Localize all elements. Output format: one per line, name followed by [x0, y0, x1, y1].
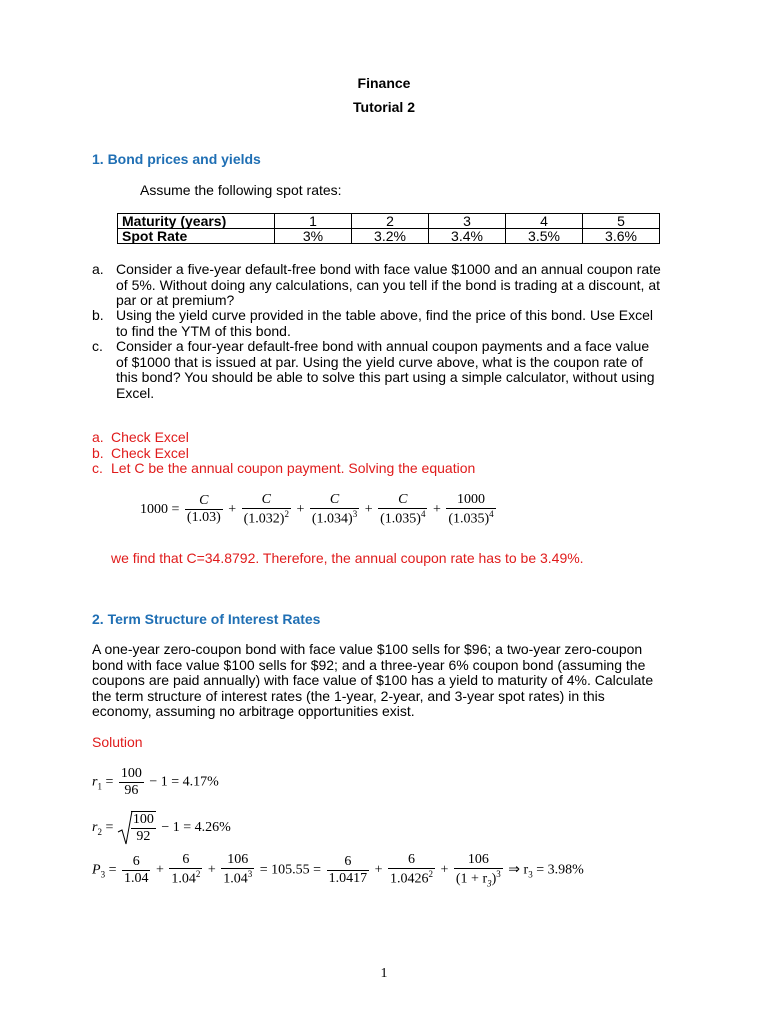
- section1-conclusion: we find that C=34.8792. Therefore, the annual coupon rate has to be 3.49%.: [111, 550, 584, 566]
- table-row: [118, 214, 660, 229]
- spot-rate-table: [117, 213, 660, 244]
- section1-heading: 1. Bond prices and yields: [92, 151, 261, 167]
- list-text: Consider a five-year default-free bond with face value $1000 and an annual coupon rate of 5%. Without doing any calculations, can you tell if the bond is trading at a discount, at par or at premium?: [116, 261, 661, 308]
- r2-equation: $r_2$ = $\frac{100}{92}$ − 1 = 4.26%: [92, 812, 231, 844]
- page-number: 1: [380, 966, 388, 981]
- list-text: Using the yield curve provided in the table above, find the price of this bond. Use Excel to find the YTM of this bond.: [116, 307, 653, 339]
- list-text: Consider a four-year default-free bond with annual coupon payments and a face value of $1000 that is issued at par. Using the yield curve above, what is the coupon rate of this bond? You should be able to solve this part using a simple calculator, without using Excel.: [116, 338, 655, 401]
- answer-a: a. Check Excel: [92, 429, 189, 445]
- p3-equation: $P_3$ = $\frac{6}{1.04}$ + $\frac{6}{1.04^2}$ + $\frac{106}{1.04^3}$ = 105.55 = $\frac{6}{1.0417}$ + $\frac{6}{1.0426^2}$ + $\frac{106}{(1 + r_3)^3}$ ⇒ $r_3 = 3.98\%$: [92, 852, 584, 889]
- doc-subtitle: Tutorial 2: [353, 99, 415, 115]
- table-cell: Spot Rate: [118, 229, 275, 244]
- table-cell: 3.2%: [352, 229, 429, 244]
- question-a: [92, 262, 662, 309]
- table-cell: 4: [506, 214, 583, 229]
- table-cell: 3.4%: [429, 229, 506, 244]
- list-label: c.: [92, 338, 103, 354]
- section2-heading: 2. Term Structure of Interest Rates: [92, 611, 321, 627]
- table-row: [118, 229, 660, 244]
- coupon-equation: 1000 = $\frac{C}{(1.03)}$ + $\frac{C}{(1.032)^2}$ + $\frac{C}{(1.034)^3}$ + $\frac{C}{(1.035)^4}$ + $\frac{1000}{(1.035)^4}$: [140, 492, 494, 527]
- solution-label: Solution: [92, 734, 143, 750]
- table-cell: 1: [275, 214, 352, 229]
- r1-equation: $r_1$ = $\frac{100}{96}$ − 1 = 4.17%: [92, 766, 219, 798]
- list-label: a.: [92, 261, 104, 277]
- table-cell: 3.6%: [583, 229, 660, 244]
- question-c: [92, 339, 662, 401]
- table-cell: 5: [583, 214, 660, 229]
- table-cell: 2: [352, 214, 429, 229]
- section2-problem: A one-year zero-coupon bond with face value $100 sells for $96; a two-year zero-coupon bond with face value $100 sells for $92; and a three-year 6% coupon bond (assuming the coupons are paid annually) with face value of $100 has a yield to maturity of 4%. Calculate the term structure of interest rates (the 1-year, 2-year, and 3-year spot rates) in this economy, assuming no arbitrage opportunities exist.: [92, 641, 654, 719]
- table-cell: 3%: [275, 229, 352, 244]
- section1-intro: Assume the following spot rates:: [140, 182, 342, 198]
- answer-b: b. Check Excel: [92, 445, 189, 461]
- list-label: b.: [92, 307, 104, 323]
- answer-c: c. Let C be the annual coupon payment. Solving the equation: [92, 460, 476, 476]
- doc-title: Finance: [357, 75, 411, 91]
- table-cell: 3.5%: [506, 229, 583, 244]
- question-b: [92, 308, 662, 339]
- table-cell: 3: [429, 214, 506, 229]
- table-cell: Maturity (years): [118, 214, 275, 229]
